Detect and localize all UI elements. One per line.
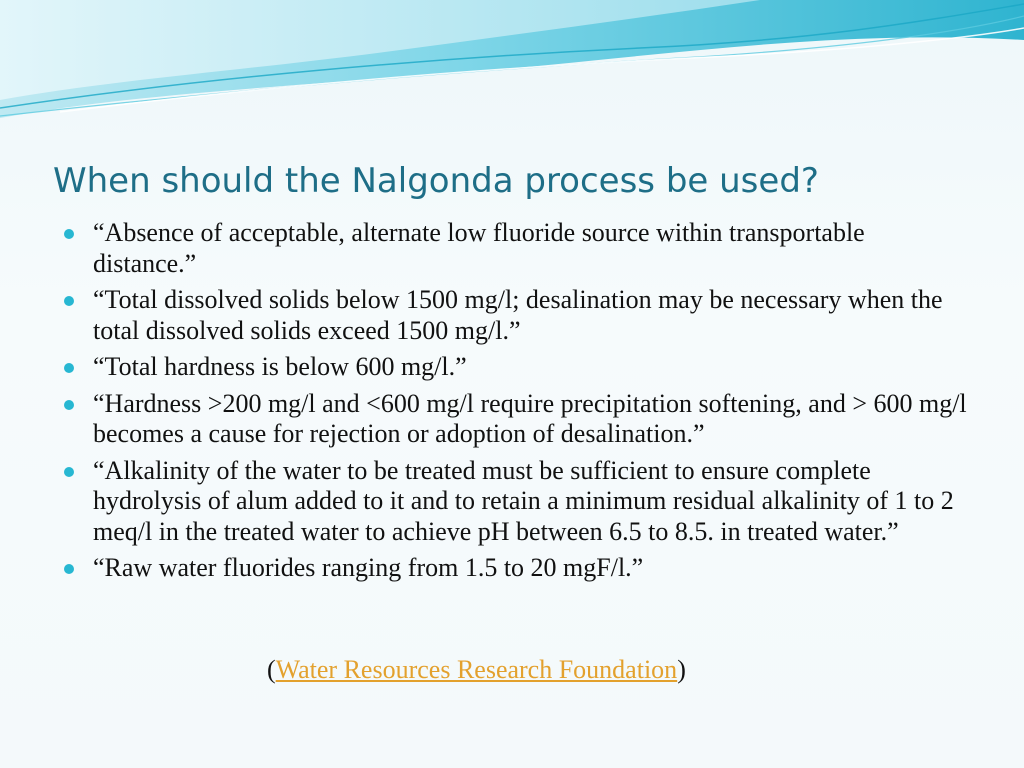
header-wave-decoration — [0, 0, 1024, 130]
bullet-item — [58, 285, 973, 346]
bullet-text: “Alkalinity of the water to be treated must be sufficient to ensure complete hydrolysis of alum added to it and to retain a minimum residual alkalinity of 1 to 2 meq/l in the treated water to achieve pH between 6.5 to 8.5. in treated water.” — [93, 455, 954, 546]
bullet-dot-icon — [64, 363, 74, 373]
bullet-text: “Total dissolved solids below 1500 mg/l; desalination may be necessary when the total dissolved solids exceed 1500 mg/l.” — [93, 285, 943, 345]
bullet-item — [58, 456, 973, 548]
bullet-dot-icon — [64, 229, 74, 239]
bullet-dot-icon — [64, 467, 74, 477]
bullet-item — [58, 218, 973, 279]
citation-close-paren: ) — [677, 655, 686, 684]
bullet-text: “Raw water fluorides ranging from 1.5 to 20 mgF/l.” — [93, 553, 644, 582]
citation-open-paren: ( — [267, 655, 276, 684]
bullet-dot-icon — [64, 400, 74, 410]
bullet-dot-icon — [64, 564, 74, 574]
bullet-text: “Total hardness is below 600 mg/l.” — [93, 352, 467, 381]
bullet-item — [58, 389, 973, 450]
bullet-text: “Hardness >200 mg/l and <600 mg/l require precipitation softening, and > 600 mg/l becomes a cause for rejection or adoption of desalination.” — [93, 388, 967, 448]
slide-title: When should the Nalgonda process be used? — [53, 161, 819, 201]
bullet-text: “Absence of acceptable, alternate low fluoride source within transportable distance.” — [93, 218, 865, 278]
bullet-item — [58, 352, 973, 383]
bullet-dot-icon — [64, 296, 74, 306]
bullet-item — [58, 553, 973, 584]
citation-link[interactable]: Water Resources Research Foundation — [275, 655, 678, 684]
bullet-list — [58, 218, 973, 590]
citation — [267, 654, 686, 686]
